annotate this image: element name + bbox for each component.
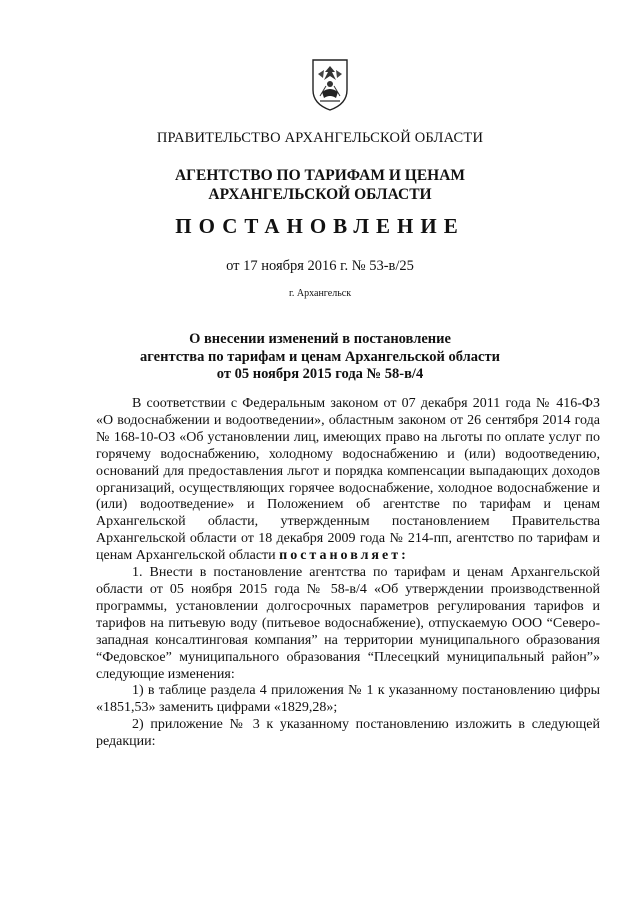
document-date-number: от 17 ноября 2016 г. № 53-в/25	[226, 258, 414, 274]
preamble-paragraph	[96, 396, 600, 565]
agency-name-line-1: АГЕНТСТВО ПО ТАРИФАМ И ЦЕНАМ	[174, 167, 466, 184]
decree-word: постановляет:	[279, 548, 409, 564]
item-1-paragraph: 1. Внести в постановление агентства по тарифам и ценам Архангельской области от 05 ноября 2015 года № 58-в/4 «Об утверждении производственной программы, установлении долгосрочных параметров регулирования тарифов и тарифов на питьевую воду (питьевое водоснабжение), отпускаемую ООО “Северо-западная консалтинговая компания” на территории муниципального образования “Федовское” муниципального образования “Плесецкий муниципальный район”» следующие изменения:	[96, 565, 600, 682]
document-subject	[0, 331, 640, 384]
subject-line-3: от 05 ноября 2015 года № 58-в/4	[216, 366, 424, 382]
government-name: ПРАВИТЕЛЬСТВО АРХАНГЕЛЬСКОЙ ОБЛАСТИ	[156, 130, 484, 146]
subject-line-1: О внесении изменений в постановление	[189, 331, 451, 347]
subitem-1-paragraph: 1) в таблице раздела 4 приложения № 1 к указанному постановлению цифры «1851,53» заменить цифрами «1829,28»;	[96, 683, 600, 716]
document-city: г. Архангельск	[288, 288, 352, 299]
agency-name-line-2: АРХАНГЕЛЬСКОЙ ОБЛАСТИ	[208, 186, 432, 203]
agency-name	[0, 166, 640, 204]
preamble-text: В соответствии с Федеральным законом от 07 декабря 2011 года № 416-ФЗ «О водоснабжении и водоотведении», областным законом от 26 сентября 2014 года № 168-10-ОЗ «Об установлении лиц, имеющих право на льготы по оплате услуг по горячему водоснабжению, холодному водоснабжению и (или) водоотведению, оснований для предоставления льгот и порядка компенсации выпадающих доходов организаций, осуществляющих горячее водоснабжение, холодное водоснабжение и (или) водоотведение» и Положением об агентстве по тарифам и ценам Архангельской области, утвержденным постановлением Правительства Архангельской области от 18 декабря 2009 года № 214-пп, агентство по тарифам и ценам Архангельской области	[96, 396, 600, 564]
coat-of-arms-icon	[310, 56, 350, 112]
document-type: ПОСТАНОВЛЕНИЕ	[175, 214, 465, 238]
subitem-2-paragraph: 2) приложение № 3 к указанному постановлению изложить в следующей редакции:	[96, 717, 600, 750]
document-body	[96, 396, 600, 751]
subject-line-2: агентства по тарифам и ценам Архангельской области	[140, 348, 500, 365]
